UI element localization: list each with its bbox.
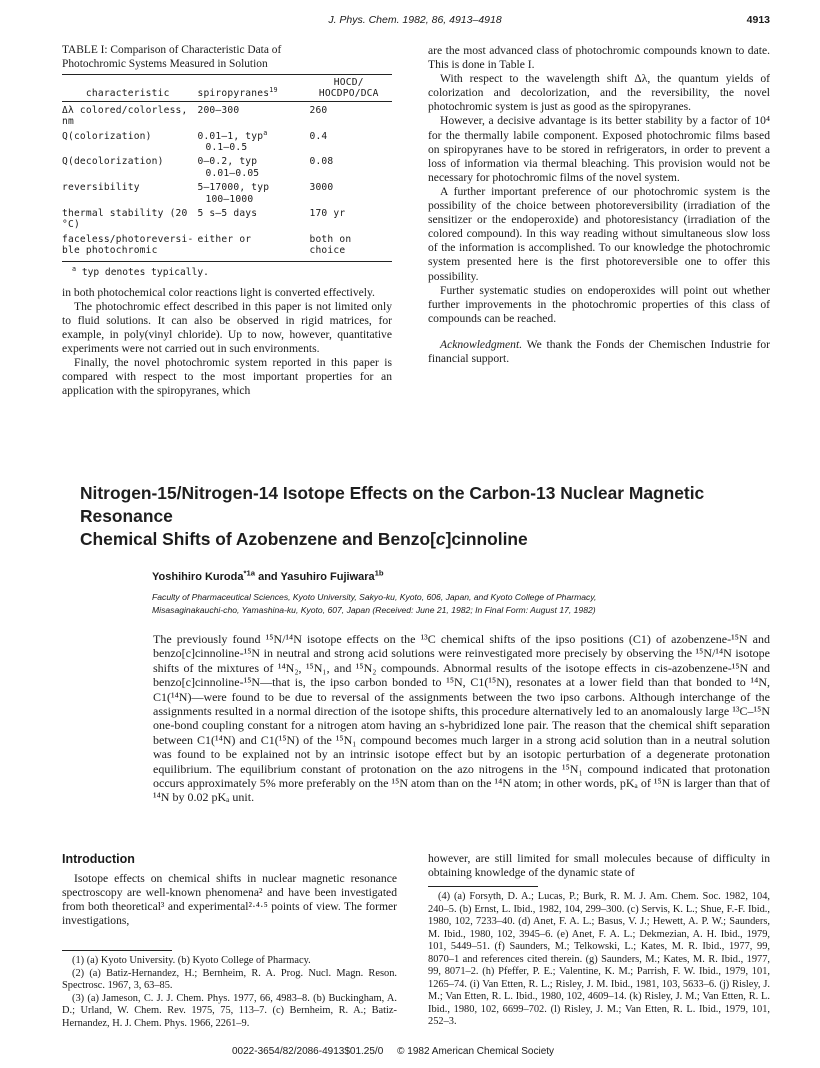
affiliation: Faculty of Pharmaceutical Sciences, Kyoto University, Sakyo-ku, Kyoto, 606, Japan, and Kyoto College of Pharmacy, Misasaginakauchi-cho, Yamashina-ku, Kyoto, 607, Japan (Received: June 21, 1982; In Final Form: August 17, 1982) [152, 592, 597, 615]
cell-spiro: 200–300 [197, 104, 240, 116]
paragraph: are the most advanced class of photochromic compounds known to date. This is done in Table I. [428, 44, 770, 72]
footnote-rule [62, 950, 172, 951]
left-body-text [62, 286, 392, 399]
footnote: (3) (a) Jameson, C. J. J. Chem. Phys. 1977, 66, 4983–8. (b) Buckingham, A. D.; Urland, W. Chem. Rev. 1975, 75, 113–7. (c) Bernheim, R. A.; Batiz-Hernandez, H. J. Chem. Phys. 1966, 2261–9. [62, 992, 397, 1029]
table-row [62, 153, 392, 179]
col-spiropyranes: spiropyranes$^{19}$ [197, 77, 309, 101]
footnotes-right [428, 891, 770, 1029]
cell-hocd: both on choice [309, 233, 352, 257]
paragraph: A further important preference of our photochromic system is the possibility of the choice between photoreversibility (irradiation of the sensitizer or the endoperoxide) and photoresistancy (irradiation of the colored compound). In this way reading without simultaneous slow loss of the information is accomplished. To our knowledge the photochromic system presented here is the first photoreversible one to offer this possibility. [428, 184, 770, 283]
copyright: © 1982 American Chemical Society [397, 1046, 555, 1057]
paragraph: Further systematic studies on endoperoxides will point out whether further improvements in the photochromic properties of this class of compounds can be reached. [428, 283, 770, 325]
page-footer [232, 1046, 612, 1057]
cell-spiro: either or [197, 233, 252, 245]
table-header-row [62, 77, 392, 101]
page-number: 4913 [746, 14, 770, 26]
cell-hocd: 0.08 [309, 156, 334, 168]
article-title: Nitrogen-15/Nitrogen-14 Isotope Effects on the Carbon-13 Nuclear Magnetic Resonance Chemical Shifts of Azobenzene and Benzo[c]cinnoline [80, 483, 705, 549]
cell-characteristic: Q(decolorization) [62, 156, 164, 168]
cell-spiro: 5 s–5 days [197, 208, 258, 220]
table-top-rule [62, 74, 392, 75]
running-header [60, 14, 770, 30]
cell-spiro: 0–0.2, typ 0.01–0.05 [197, 156, 260, 179]
cell-characteristic: thermal stability (20 °C) [62, 208, 188, 231]
table-row [62, 179, 392, 205]
table-1 [62, 77, 392, 261]
paragraph: The photochromic effect described in this paper is not limited only to fluid solutions. It can also be observed in rigid matrices, for example, in poly(vinyl chloride). Up to now, however, quantitative experiments were not carried out in such environments. [62, 299, 392, 356]
left-column [62, 44, 392, 398]
cell-characteristic: faceless/photoreversi- ble photochromic [62, 233, 194, 257]
intro-left [62, 852, 397, 1030]
table-row [62, 128, 392, 154]
paragraph: however, are still limited for small molecules because of difficulty in obtaining knowledge of the dynamic state of [428, 852, 770, 880]
acknowledgment: Acknowledgment. We thank the Fonds der Chemischen Industrie for financial support. [428, 337, 770, 365]
paragraph: However, a decisive advantage is its better stability by a factor of 10⁴ for the thermally labile component. Exposed photochromic films based on spiropyranes have to be stored in refrigerators, in order to prevent a loss of information via thermal bleaching. This provision would not be necessary for photochromic films of the novel system. [428, 114, 770, 184]
paragraph: With respect to the wavelength shift Δλ, the quantum yields of colorization and decolorization, and the reversibility, the novel photochromic system is just as good as the spiropyranes. [428, 72, 770, 114]
table-caption [62, 44, 392, 71]
intro-text [62, 872, 397, 928]
intro-text-continued [428, 852, 770, 880]
table-row [62, 231, 392, 261]
footnote: (4) (a) Forsyth, D. A.; Lucas, P.; Burk, R. M. J. Am. Chem. Soc. 1982, 104, 240–5. (b) Ernst, L. Ibid., 1982, 104, 299–300. (c) Servis, K. L.; Shue, F.-F. Ibid., 1980, 102, 7233–40. (d) Anet, F. A. L.; Basus, V. J.; Hewett, A. P. W.; Saunders, M. Ibid., 1980, 102, 3945–6. (e) Anet, F. A. L.; Dekmezian, A. H. Ibid., 1979, 101, 5449–51. (f) Saunders, M.; Telkowski, L.; Kates, M. R. Ibid., 1977, 99, 8070–1 and references cited therein. (g) Saunders, M.; Kates, M. R. Ibid., 1977, 99, 8071–2. (h) Pfeffer, P. E.; Valentine, K. M.; Parrish, F. W. Ibid., 1979, 101, 1265–74. (i) Van Etten, R. L.; Risley, J. M. Ibid., 1981, 103, 5633–6. (j) Risley, J. M.; Van Etten, R. L. Ibid., 1980, 102, 4609–14. (k) Risley, J. M.; Van Etten, R. L. Ibid., 1980, 102, 6699–702. (l) Risley, J. M.; Van Etten, R. L. Ibid., 1979, 101, 252–3. [428, 891, 770, 1028]
journal-citation: J. Phys. Chem. 1982, 86, 4913–4918 [328, 14, 502, 26]
intro-right [428, 852, 770, 1029]
table-bottom-rule [62, 261, 392, 262]
table-footnote: $^a$ typ denotes typically. [72, 264, 209, 278]
col-hocd: HOCD/ HOCDPO/DCA [309, 77, 392, 101]
right-column [428, 44, 770, 366]
cell-hocd: 170 yr [309, 208, 346, 220]
table-caption-line: TABLE I: Comparison of Characteristic Data of [62, 44, 282, 56]
article-code: 0022-3654/82/2086-4913$01.25/0 [232, 1046, 384, 1057]
paragraph: Isotope effects on chemical shifts in nuclear magnetic resonance spectroscopy are well-known phenomena² and have been investigated from both theoretical³ and experimental²·⁴·⁵ points of view. The former investigations, [62, 872, 397, 928]
abstract: The previously found ¹⁵N/¹⁴N isotope effects on the ¹³C chemical shifts of the ipso positions (C1) of azobenzene-¹⁵N and benzo[c]cinnoline-¹⁵N in neutral and strong acid solutions were reinvestigated more precisely by observing the ¹⁵N/¹⁴N isotope shifts of the mixtures of ¹⁴N₂, ¹⁵N₁, and ¹⁵N₂ compounds. Abnormal results of the isotope effects in cis-azobenzene-¹⁵N and benzo[c]cinnoline-¹⁵N—that is, the ipso carbon bonded to ¹⁵N, C1(¹⁵N), resonates at a lower field than that bonded to ¹⁴N, C1(¹⁴N)—were found to be due to reversal of the assignments between the two ipso carbons. Although interchange of the assignments resulted in a normal direction of the isotope shifts, this procedure alternatively led to an anomalously large ¹³C–¹⁵N one-bond coupling constant for a nitrogen atom having an s-hybridized lone pair. The reason that the chemical shift separation between C1(¹⁴N) and C1(¹⁵N) of the ¹⁵N₁ compound becomes much larger in a strong acid solution than in a neutral solution was found to be explained not by an intrinsic isotope effect but by an isotopic perturbation of a degenerate protonation equilibrium. The equilibrium constant of protonation on the azo nitrogens in the ¹⁵N₁ compound indicated that protonation occurs approximately 5% more preferably on the ¹⁵N atom than on the ¹⁴N atom; in other words, pKₐ of ¹⁵N is larger than that of ¹⁴N by 0.02 pKₐ unit. [153, 632, 770, 805]
cell-characteristic: Δλ colored/colorless, nm [62, 104, 188, 128]
cell-characteristic: Q(colorization) [62, 130, 152, 142]
cell-hocd: 260 [309, 104, 328, 116]
cell-characteristic: reversibility [62, 182, 140, 194]
footnote-rule [428, 886, 538, 887]
footnote: (2) (a) Batiz-Hernandez, H.; Bernheim, R. A. Prog. Nucl. Magn. Reson. Spectrosc. 1967, 3, 63–85. [62, 967, 397, 992]
table-row [62, 205, 392, 231]
authors: Yoshihiro Kuroda$^{*1a}$ and Yasuhiro Fujiwara$^{1b}$ [152, 568, 384, 583]
col-characteristic: characteristic [62, 77, 197, 101]
section-heading: Introduction [62, 852, 135, 866]
footnote: (1) (a) Kyoto University. (b) Kyoto College of Pharmacy. [72, 955, 311, 967]
paragraph: in both photochemical color reactions light is converted effectively. [62, 285, 375, 299]
cell-hocd: 3000 [309, 182, 334, 194]
cell-spiro: 5–17000, typ 100–1000 [197, 182, 270, 205]
table-caption-line: Photochromic Systems Measured in Solution [62, 57, 268, 70]
cell-spiro: 0.01–1, typ$^a$ 0.1–0.5 [197, 128, 268, 154]
footnotes-left [62, 955, 397, 1030]
cell-hocd: 0.4 [309, 130, 328, 142]
table-row [62, 101, 392, 127]
paragraph: Finally, the novel photochromic system reported in this paper is compared with respect to the most important properties for an application with the spiropyranes, which [62, 356, 392, 398]
article-header [80, 482, 780, 617]
